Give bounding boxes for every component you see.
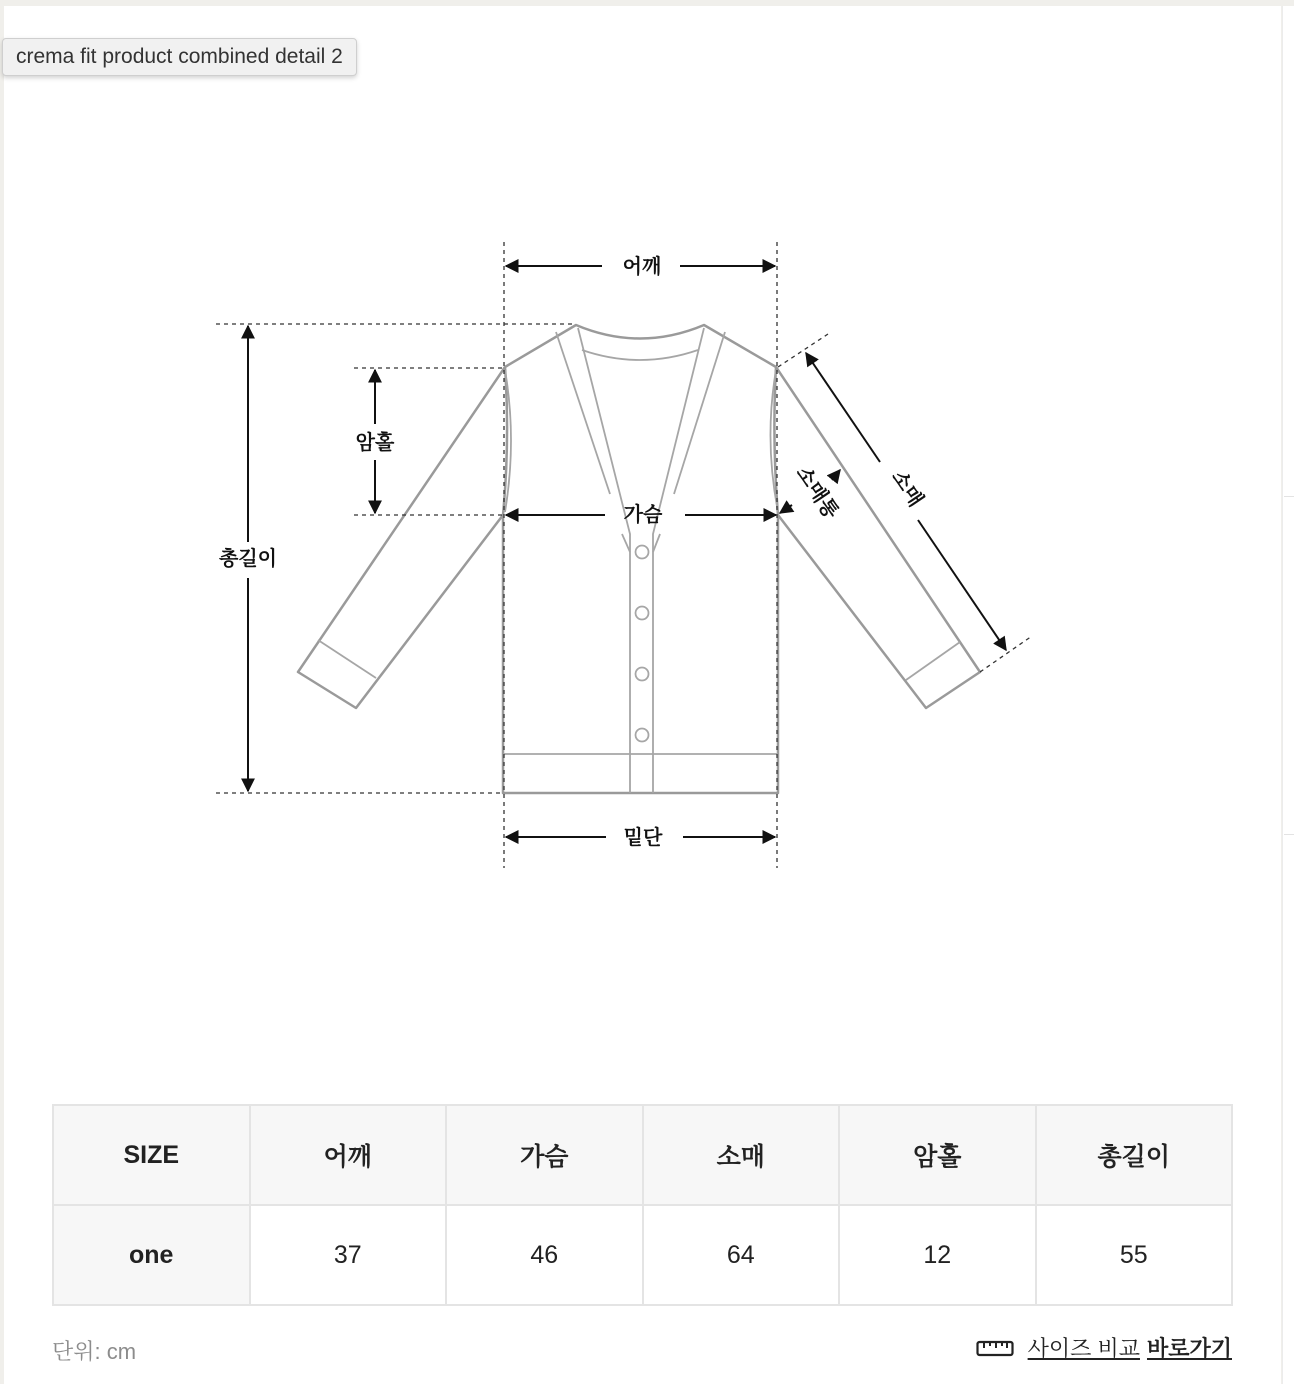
cardigan-illustration: [298, 325, 980, 793]
size-compare-link[interactable]: [976, 1332, 1232, 1363]
header-size: SIZE: [53, 1105, 250, 1205]
label-armhole: 암홀: [355, 430, 395, 454]
header-chest: 가슴: [446, 1105, 643, 1205]
label-chest: 가슴: [623, 502, 663, 526]
header-sleeve: 소매: [643, 1105, 840, 1205]
header-armhole: 암홀: [839, 1105, 1036, 1205]
cell-shoulder: 37: [250, 1205, 447, 1305]
table-row: [53, 1205, 1232, 1305]
header-shoulder: 어깨: [250, 1105, 447, 1205]
header-total-length: 총길이: [1036, 1105, 1233, 1205]
label-hem: 밑단: [623, 825, 663, 849]
cell-sleeve: 64: [643, 1205, 840, 1305]
compare-bold-text: 바로가기: [1146, 1336, 1232, 1361]
cell-total-length: 55: [1036, 1205, 1233, 1305]
label-sleeve: 소매: [887, 465, 929, 511]
table-header-row: [53, 1105, 1232, 1205]
unit-label: 단위: cm: [52, 1339, 137, 1364]
ruler-icon: [976, 1337, 1014, 1359]
tooltip: crema fit product combined detail 2: [2, 38, 357, 76]
label-total-length: 총길이: [219, 546, 277, 570]
button-column: [636, 546, 649, 742]
label-shoulder: 어깨: [622, 254, 662, 278]
cell-chest: 46: [446, 1205, 643, 1305]
compare-text: 사이즈 비교: [1027, 1336, 1140, 1361]
size-table: [52, 1104, 1233, 1306]
cell-armhole: 12: [839, 1205, 1036, 1305]
label-sleeve-width: 소매통: [791, 461, 844, 523]
cell-size: one: [53, 1205, 250, 1305]
